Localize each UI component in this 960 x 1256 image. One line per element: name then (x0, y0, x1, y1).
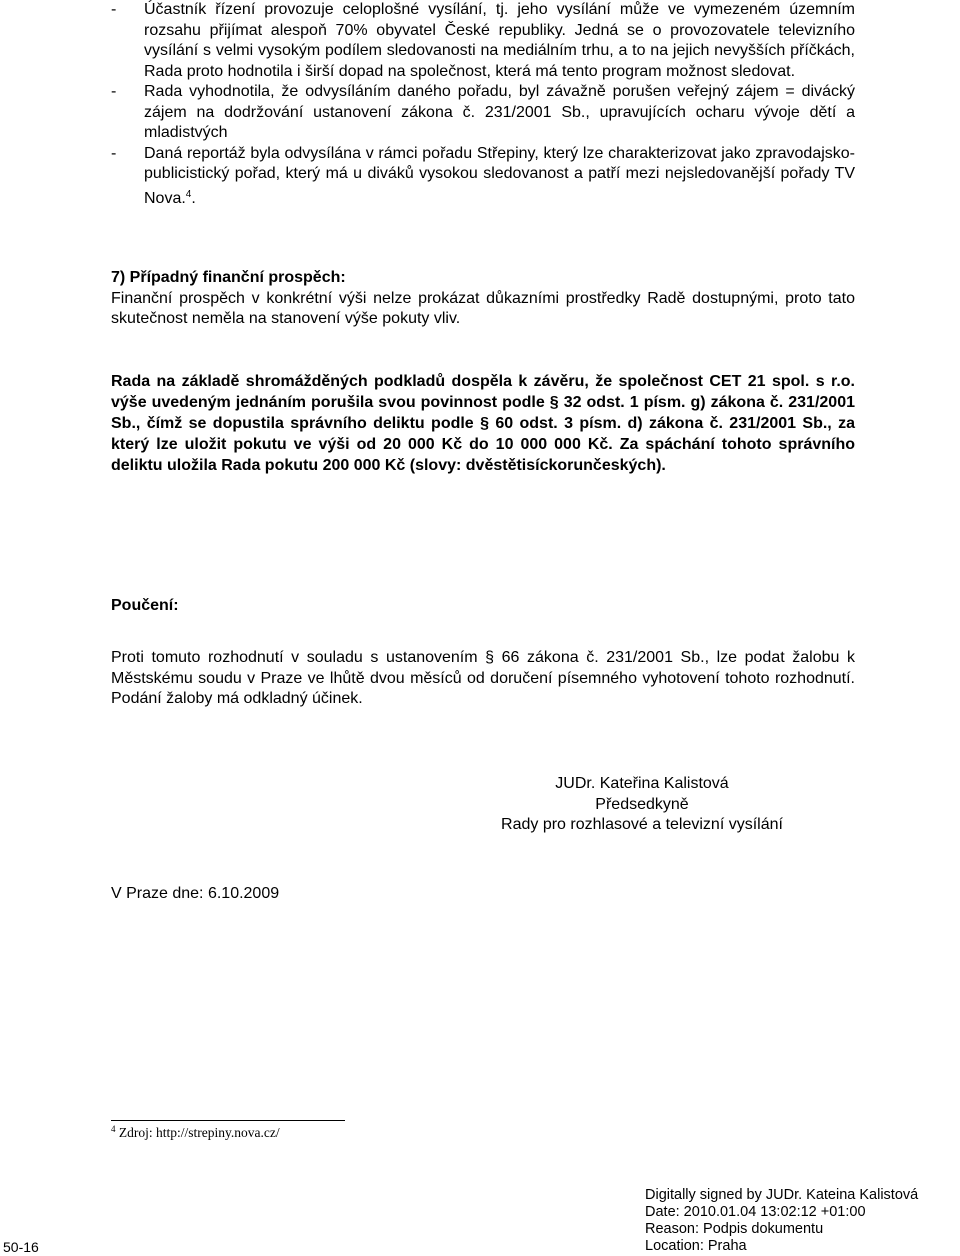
digital-signature-date: Date: 2010.01.04 13:02:12 +01:00 (645, 1204, 866, 1220)
bullet-list (111, 0, 855, 209)
section-text: Finanční prospěch v konkrétní výši nelze prokázat důkazními prostředky Radě dostupnými, proto tato skutečnost neměla na stanovení výše pokuty vliv. (111, 289, 855, 327)
footnote-divider (111, 1120, 345, 1121)
page-number: 50-16 (3, 1239, 39, 1255)
date-line: V Praze dne: 6.10.2009 (111, 885, 280, 902)
bullet-dash: - (111, 144, 117, 162)
footnote-number: 4 (111, 1124, 116, 1134)
bullet-item (111, 82, 855, 144)
section-financial-benefit (111, 268, 855, 330)
signatory-role: Předsedkyně (595, 795, 689, 813)
section-heading: 7) Případný finanční prospěch: (111, 269, 346, 286)
digital-signature-location: Location: Praha (645, 1238, 747, 1254)
signatory-organization: Rady pro rozhlasové a televizní vysílání (501, 816, 783, 833)
bullet-tail: . (191, 189, 196, 207)
bullet-text: Daná reportáž byla odvysílána v rámci pořadu Střepiny, který lze charakterizovat jako zpravodajsko-publicistický pořad, který má u diváků vysokou sledovanost a patří mezi nejsledovanější pořady TV Nova. (144, 144, 855, 207)
footnote-text: Zdroj: http://strepiny.nova.cz/ (118, 1125, 280, 1140)
digital-signature-reason: Reason: Podpis dokumentu (645, 1221, 824, 1237)
bullet-dash: - (111, 83, 117, 100)
footnote-ref: 4 (185, 188, 192, 200)
bullet-text: Rada vyhodnotila, že odvysíláním daného pořadu, byl závažně porušen veřejný zájem = divácký zájem na dodržování ustanovení zákona č. 231/2001 Sb., upravujících ocharu vývoje dětí a mladistvých (144, 83, 855, 141)
footnote (111, 1124, 280, 1141)
instruction-text: Proti tomuto rozhodnutí v souladu s ustanovením § 66 zákona č. 231/2001 Sb., lze podat žalobu k Městskému soudu v Praze ve lhůtě dvou měsíců od doručení písemného vyhotovení tohoto rozhodnutí. Podání žaloby má odkladný účinek. (111, 649, 855, 707)
instruction-title: Poučení: (111, 597, 179, 614)
bullet-item (111, 0, 855, 82)
signature-block (462, 774, 822, 836)
digital-signature-signer: Digitally signed by JUDr. Kateina Kalistová (645, 1187, 919, 1203)
bullet-item (111, 144, 855, 210)
decision-conclusion: Rada na základě shromážděných podkladů dospěla k závěru, že společnost CET 21 spol. s r.o. výše uvedeným jednáním porušila svou povinnost podle § 32 odst. 1 písm. g) zákona č. 231/2001 Sb., čímž se dopustila správního deliktu podle § 60 odst. 3 písm. d) zákona č. 231/2001 Sb., za který lze uložit pokutu ve výši od 20 000 Kč do 10 000 000 Kč. Za spáchání tohoto správního deliktu uložila Rada pokutu 200 000 Kč (slovy: dvěstětisíckorunčeských). (111, 373, 855, 474)
bullet-dash: - (111, 1, 117, 18)
instruction-heading (111, 596, 855, 617)
signatory-name: JUDr. Kateřina Kalistová (555, 775, 729, 792)
bullet-text: Účastník řízení provozuje celoplošné vysílání, tj. jeho vysílání může ve vymezeném územním rozsahu přijímat alespoň 70% obyvatel České republiky. Jedná se o provozovatele televizního vysílání s velmi vysokým podílem sledovanosti na mediálním trhu, a to na jejich nevyšších příčkách, Rada proto hodnotila i širší dopad na společnost, která má tento program možnost sledovat. (144, 1, 855, 80)
digital-signature (645, 1187, 918, 1255)
